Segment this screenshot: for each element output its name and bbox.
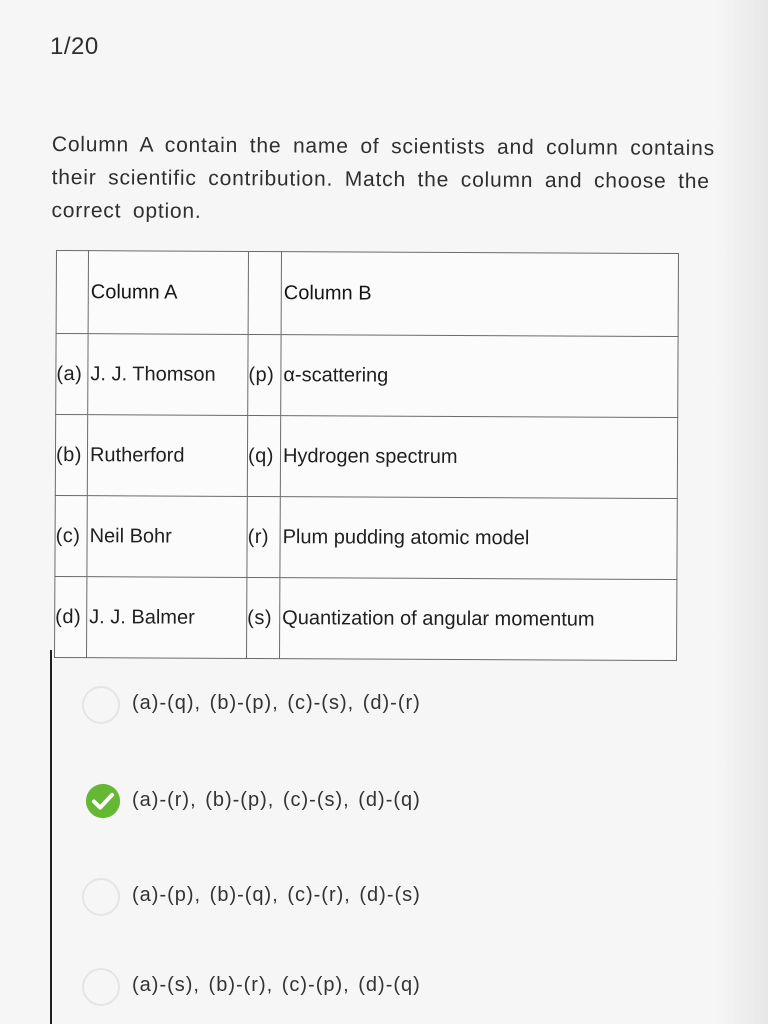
scientist-name: Rutherford	[87, 415, 247, 497]
scientist-name: J. J. Balmer	[87, 577, 247, 659]
table-header-row	[56, 251, 678, 337]
column-b-header: Column B	[281, 252, 678, 337]
check-circle-icon[interactable]	[84, 782, 122, 820]
scientist-name: J. J. Thomson	[88, 334, 248, 416]
table-row	[55, 415, 677, 499]
answer-option-label: (a)-(s), (b)-(r), (c)-(p), (d)-(q)	[132, 974, 421, 996]
table-row	[56, 334, 678, 418]
radio-circle-icon[interactable]	[82, 968, 120, 1006]
radio-circle-icon[interactable]	[82, 878, 120, 916]
answer-option-label: (a)-(q), (b)-(p), (c)-(s), (d)-(r)	[132, 692, 421, 714]
row-a-key: (c)	[55, 495, 87, 576]
row-b-key: (q)	[247, 415, 280, 496]
header-index-a	[56, 251, 88, 334]
question-text: Column A contain the name of scientists and column contains their scientific contribution. Match the column and choose the correct option.	[51, 132, 715, 223]
answer-option-3[interactable]	[82, 872, 682, 932]
radio-circle-icon[interactable]	[82, 686, 120, 724]
table-row	[55, 576, 677, 660]
row-b-key: (s)	[247, 577, 280, 658]
header-index-b	[248, 251, 281, 334]
answer-option-label: (a)-(p), (b)-(q), (c)-(r), (d)-(s)	[132, 884, 421, 906]
scientific-contribution: Plum pudding atomic model	[280, 497, 677, 580]
scientific-contribution: Hydrogen spectrum	[280, 416, 677, 499]
row-a-key: (b)	[55, 415, 87, 496]
answer-option-2-selected[interactable]	[82, 777, 682, 837]
matching-table	[54, 250, 679, 661]
column-a-header: Column A	[88, 251, 248, 335]
question-counter: 1/20	[50, 33, 99, 60]
scientist-name: Neil Bohr	[87, 496, 247, 578]
table-row	[55, 495, 677, 579]
left-page-border	[50, 650, 52, 1024]
answer-option-label: (a)-(r), (b)-(p), (c)-(s), (d)-(q)	[132, 789, 421, 811]
row-b-key: (p)	[248, 334, 281, 415]
answer-option-4[interactable]	[82, 962, 682, 1022]
scientific-contribution: α-scattering	[281, 335, 678, 418]
row-a-key: (d)	[55, 576, 87, 657]
row-a-key: (a)	[56, 334, 88, 415]
row-b-key: (r)	[247, 496, 280, 577]
answer-option-1[interactable]	[82, 680, 682, 740]
scientific-contribution: Quantization of angular momentum	[280, 578, 677, 661]
